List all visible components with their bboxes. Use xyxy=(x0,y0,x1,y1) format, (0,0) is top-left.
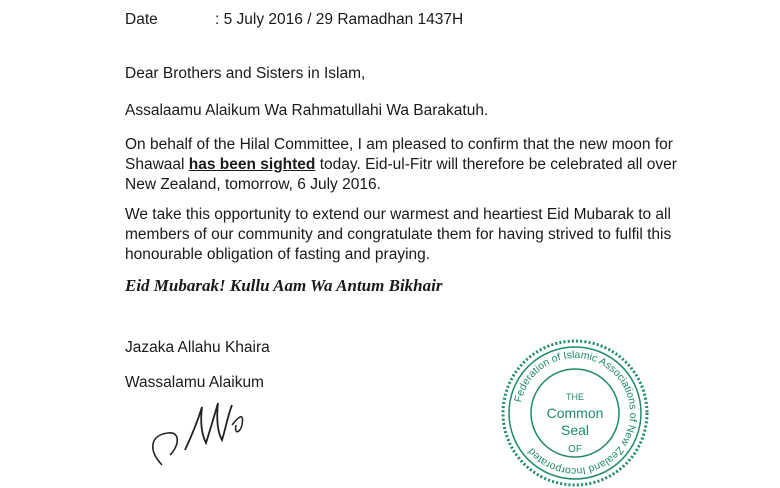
announcement-paragraph xyxy=(125,135,685,195)
common-seal xyxy=(500,338,650,488)
seal-line-4: OF xyxy=(568,444,582,455)
announcement-line-1: On behalf of the Hilal Committee, I am pleased to confirm that the new moon for xyxy=(125,136,673,153)
greeting: Assalaamu Alaikum Wa Rahmatullahi Wa Barakatuh. xyxy=(125,102,489,119)
announcement-line-3: New Zealand, tomorrow, 6 July 2016. xyxy=(125,176,381,193)
closing-phrase: Eid Mubarak! Kullu Aam Wa Antum Bikhair xyxy=(125,276,443,295)
seal-line-2: Common xyxy=(546,405,604,421)
handwritten-signature xyxy=(140,395,280,468)
date-label: Date xyxy=(125,11,158,28)
salutation: Dear Brothers and Sisters in Islam, xyxy=(125,65,366,82)
announcement-line-2 xyxy=(125,155,685,175)
seal-line-3: Seal xyxy=(560,422,590,438)
wishes-line-2: members of our community and congratulate them for having strived to fulfil this xyxy=(125,226,672,243)
wishes-line-1: We take this opportunity to extend our warmest and heartiest Eid Mubarak to all xyxy=(125,206,671,223)
thanks-line: Jazaka Allahu Khaira xyxy=(125,339,270,356)
sighted-emphasis: has been sighted xyxy=(188,156,316,173)
announcement-line-2-prefix: Shawaal xyxy=(125,156,189,173)
date-value: : 5 July 2016 / 29 Ramadhan 1437H xyxy=(215,11,464,28)
signoff-line: Wassalamu Alaikum xyxy=(125,374,264,391)
wishes-line-3: honourable obligation of fasting and praying. xyxy=(125,246,431,263)
announcement-line-2-suffix: today. Eid-ul-Fitr will therefore be celebrated all over xyxy=(315,156,677,173)
seal-ring-text: Federation of Islamic Associations of New Zealand Incorporated xyxy=(512,348,640,478)
wishes-paragraph xyxy=(125,205,685,265)
seal-line-1: THE xyxy=(566,392,584,402)
